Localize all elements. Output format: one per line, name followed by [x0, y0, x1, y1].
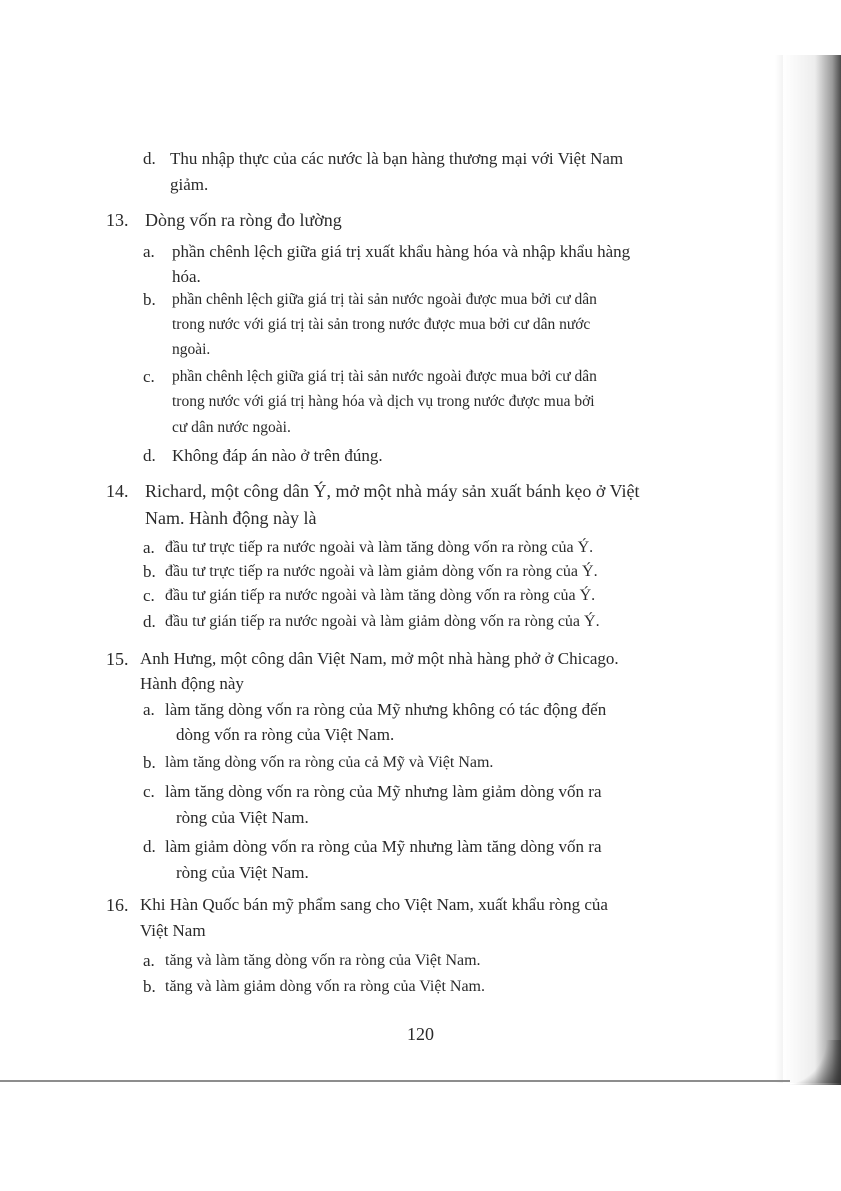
option-line: làm tăng dòng vốn ra ròng của Mỹ nhưng làm giảm dòng vốn ra — [165, 782, 602, 801]
option-key: c. — [143, 586, 155, 605]
option-line: đầu tư gián tiếp ra nước ngoài và làm tăng dòng vốn ra ròng của Ý. — [165, 587, 596, 604]
option-line: đầu tư gián tiếp ra nước ngoài và làm giảm dòng vốn ra ròng của Ý. — [165, 613, 600, 630]
option-key: d. — [143, 612, 156, 631]
option-key: b. — [143, 753, 156, 772]
option-line: làm tăng dòng vốn ra ròng của Mỹ nhưng không có tác động đến — [165, 700, 607, 719]
option-line: tăng và làm tăng dòng vốn ra ròng của Việt Nam. — [165, 952, 481, 969]
option-key: b. — [143, 290, 156, 309]
option-line: giảm. — [170, 175, 209, 194]
question-stem: Khi Hàn Quốc bán mỹ phẩm sang cho Việt Nam, xuất khẩu ròng của — [140, 895, 608, 914]
option-line: ròng của Việt Nam. — [176, 863, 309, 882]
question-stem: Việt Nam — [140, 921, 206, 940]
question-number: 15. — [106, 649, 129, 669]
option-line: trong nước với giá trị tài sản trong nước được mua bởi cư dân nước — [172, 316, 591, 333]
page-corner-curl — [781, 1040, 841, 1085]
option-key: d. — [143, 149, 156, 168]
option-key: a. — [143, 242, 155, 261]
page-number: 120 — [407, 1024, 434, 1044]
option-line: hóa. — [172, 267, 201, 286]
option-key: c. — [143, 782, 155, 801]
binding-shadow — [783, 55, 841, 1083]
option-key: a. — [143, 538, 155, 557]
option-line: làm tăng dòng vốn ra ròng của cả Mỹ và Việt Nam. — [165, 754, 494, 771]
option-key: b. — [143, 977, 156, 996]
question-number: 13. — [106, 210, 129, 230]
binding-highlight — [775, 55, 783, 1083]
question-number: 16. — [106, 895, 129, 915]
page-bottom-edge — [0, 1080, 790, 1082]
option-line: trong nước với giá trị hàng hóa và dịch vụ trong nước được mua bởi — [172, 393, 595, 410]
option-line: Không đáp án nào ở trên đúng. — [172, 446, 383, 465]
option-key: b. — [143, 562, 156, 581]
option-key: d. — [143, 446, 156, 465]
option-key: a. — [143, 700, 155, 719]
option-line: Thu nhập thực của các nước là bạn hàng thương mại với Việt Nam — [170, 149, 624, 168]
option-line: phần chênh lệch giữa giá trị xuất khẩu hàng hóa và nhập khẩu hàng — [172, 242, 631, 261]
option-line: cư dân nước ngoài. — [172, 419, 291, 436]
option-line: dòng vốn ra ròng của Việt Nam. — [176, 725, 395, 744]
option-key: a. — [143, 951, 155, 970]
option-line: làm giảm dòng vốn ra ròng của Mỹ nhưng làm tăng dòng vốn ra — [165, 837, 602, 856]
option-line: ngoài. — [172, 341, 211, 358]
option-line: đầu tư trực tiếp ra nước ngoài và làm tăng dòng vốn ra ròng của Ý. — [165, 539, 594, 556]
option-line: ròng của Việt Nam. — [176, 808, 309, 827]
question-stem: Nam. Hành động này là — [145, 508, 317, 528]
question-stem: Anh Hưng, một công dân Việt Nam, mở một nhà hàng phở ở Chicago. — [140, 649, 619, 668]
question-stem: Richard, một công dân Ý, mở một nhà máy sản xuất bánh kẹo ở Việt — [145, 481, 640, 501]
question-number: 14. — [106, 481, 129, 501]
question-stem: Hành động này — [140, 674, 244, 693]
option-line: tăng và làm giảm dòng vốn ra ròng của Việt Nam. — [165, 978, 485, 995]
option-line: đầu tư trực tiếp ra nước ngoài và làm giảm dòng vốn ra ròng của Ý. — [165, 563, 598, 580]
option-key: c. — [143, 367, 155, 386]
option-key: d. — [143, 837, 156, 856]
option-line: phần chênh lệch giữa giá trị tài sản nước ngoài được mua bởi cư dân — [172, 368, 597, 385]
option-line: phần chênh lệch giữa giá trị tài sản nước ngoài được mua bởi cư dân — [172, 291, 597, 308]
question-stem: Dòng vốn ra ròng đo lường — [145, 210, 342, 230]
